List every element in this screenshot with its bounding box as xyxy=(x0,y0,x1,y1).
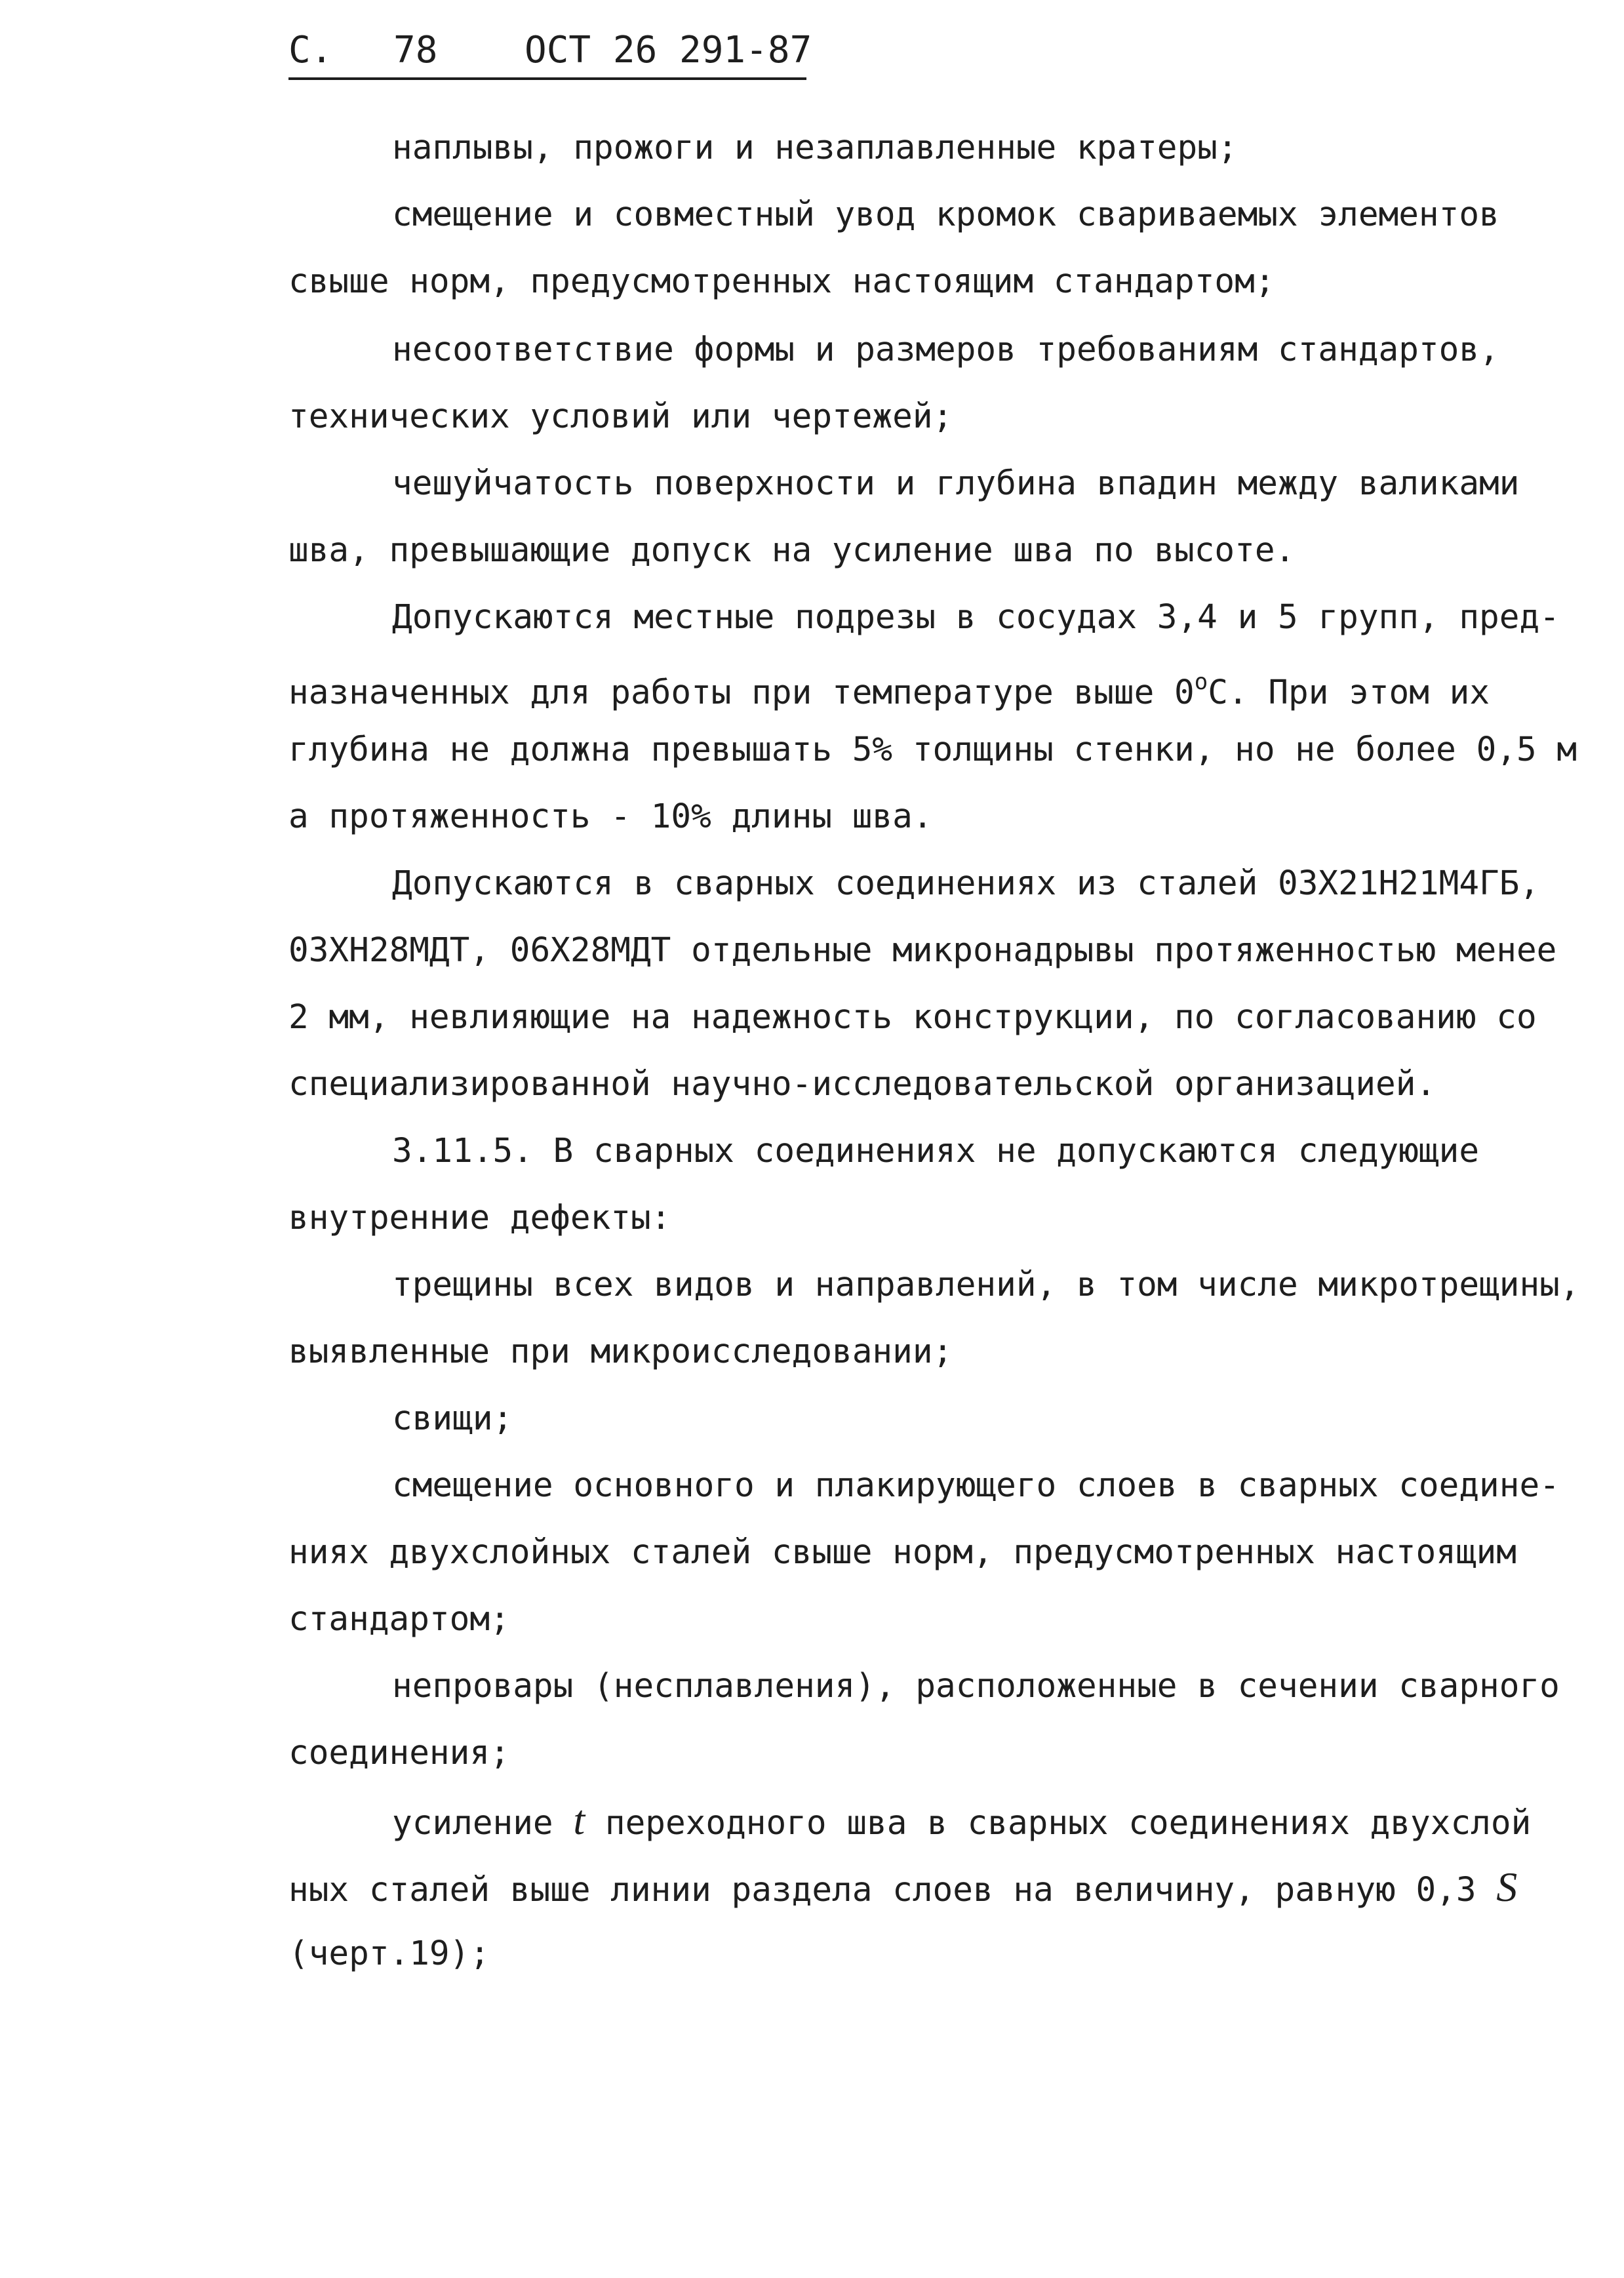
text-line: смещение и совместный увод кромок свариваемых элементов xyxy=(392,195,1499,234)
text-line: наплывы, прожоги и незаплавленные кратеры; xyxy=(392,129,1238,167)
text-line: Допускаются местные подрезы в сосудах 3,4 и 5 групп, пред- xyxy=(392,598,1560,637)
header-standard: ОСТ 26 291-87 xyxy=(525,29,812,71)
text-line xyxy=(288,1861,1517,1913)
header-page-number: 78 xyxy=(393,29,438,71)
text-run: назначенных для работы при температуре выше 0 xyxy=(288,673,1195,712)
text-line: свыше норм, предусмотренных настоящим стандартом; xyxy=(288,262,1275,301)
text-line: трещины всех видов и направлений, в том числе микротрещины, xyxy=(392,1266,1580,1304)
text-line: а протяженность - 10% длины шва. xyxy=(288,797,933,836)
text-line: 03ХН28МДТ, 06Х28МДТ отдельные микронадрывы протяженностью менее xyxy=(288,931,1557,970)
text-run: переходного шва в сварных соединениях двухслой xyxy=(604,1804,1532,1843)
text-line: 2 мм, невлияющие на надежность конструкции, по согласованию со xyxy=(288,998,1537,1037)
text-line: свищи; xyxy=(392,1399,513,1438)
text-line: специализированной научно-исследовательской организацией. xyxy=(288,1065,1436,1104)
text-line: стандартом; xyxy=(288,1600,510,1639)
symbol-t: t xyxy=(573,1797,585,1843)
text-line: смещение основного и плакирующего слоев в сварных соедине- xyxy=(392,1466,1560,1505)
header-page-sign: С. xyxy=(288,29,333,71)
text-line: непровары (несплавления), расположенные в сечении сварного xyxy=(392,1667,1560,1706)
text-line: глубина не должна превышать 5% толщины стенки, но не более 0,5 м xyxy=(288,730,1577,769)
text-run: усиление xyxy=(392,1804,553,1843)
degree-sign: о xyxy=(1194,669,1208,695)
text-line: чешуйчатость поверхности и глубина впадин между валиками xyxy=(392,464,1520,503)
page-header xyxy=(288,28,812,73)
text-run: С. При этом их xyxy=(1208,673,1490,712)
text-line: внутренние дефекты: xyxy=(288,1199,671,1237)
text-line: (черт.19); xyxy=(288,1934,490,1973)
text-line xyxy=(288,658,1490,711)
text-line: Допускаются в сварных соединениях из сталей 03Х21Н21М4ГБ, xyxy=(392,864,1540,903)
text-line: несоответствие формы и размеров требованиям стандартов, xyxy=(392,330,1499,369)
text-line: шва, превышающие допуск на усиление шва по высоте. xyxy=(288,531,1296,570)
text-line: выявленные при микроисследовании; xyxy=(288,1332,953,1371)
header-underline xyxy=(288,77,806,80)
symbol-s: S xyxy=(1496,1864,1518,1910)
text-run: ных сталей выше линии раздела слоев на величину, равную 0,3 xyxy=(288,1871,1476,1909)
text-line: ниях двухслойных сталей свыше норм, предусмотренных настоящим xyxy=(288,1533,1516,1572)
text-line: соединения; xyxy=(288,1734,510,1772)
section-heading: 3.11.5. В сварных соединениях не допускаются следующие xyxy=(392,1132,1480,1170)
text-line: технических условий или чертежей; xyxy=(288,397,953,436)
text-line xyxy=(392,1794,1531,1847)
